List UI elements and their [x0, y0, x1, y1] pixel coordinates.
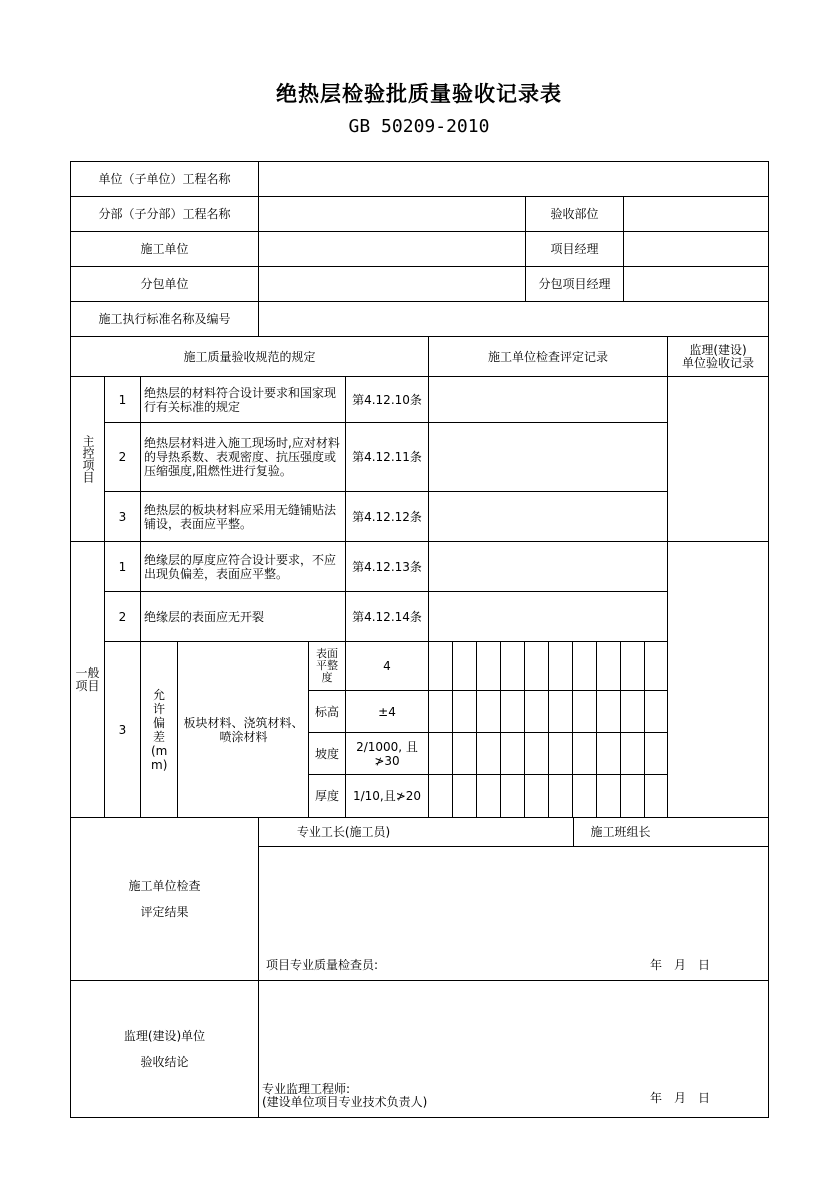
supervision-result-label — [71, 981, 258, 1117]
main-item-clause: 第4.12.10条 — [352, 392, 422, 407]
standard-code: GB 50209-2010 — [348, 116, 490, 137]
label-standard-name-no: 施工执行标准名称及编号 — [98, 312, 231, 326]
general-item-no: 1 — [118, 559, 127, 574]
main-control-label — [71, 377, 104, 541]
deviation-value: 4 — [383, 659, 391, 673]
engineer-line2: (建设单位项目专业技术负责人) — [262, 1095, 428, 1109]
deviation-no: 3 — [118, 722, 127, 737]
label-foreman: 专业工长(施工员) — [296, 825, 391, 839]
page-title: 绝热层检验批质量验收记录表 — [276, 82, 562, 106]
label-acceptance-location: 验收部位 — [550, 207, 599, 221]
deviation-value: ±4 — [378, 704, 396, 719]
label-project-manager: 项目经理 — [550, 242, 599, 256]
column-supervision-line1: 监理(建设) — [689, 342, 747, 357]
main-item-text: 绝热层的材料符合设计要求和国家现行有关标准的规定 — [144, 385, 337, 414]
column-construction-check: 施工单位检查评定记录 — [487, 349, 608, 364]
general-item-text: 绝缘层的表面应无开裂 — [144, 609, 265, 624]
engineer-label — [259, 1083, 562, 1113]
column-specification: 施工质量验收规范的规定 — [183, 349, 316, 364]
label-subcontract-unit: 分包单位 — [140, 277, 189, 291]
construction-result-label — [71, 818, 258, 980]
construction-result-line1: 施工单位检查 — [128, 879, 201, 893]
deviation-item: 表面平整度 — [316, 647, 338, 684]
main-item-no: 1 — [118, 392, 127, 407]
deviation-item: 厚度 — [314, 789, 339, 803]
deviation-material: 板块材料、浇筑材料、喷涂材料 — [183, 715, 304, 744]
main-item-no: 2 — [118, 450, 127, 464]
date-label: 年 月 日 — [650, 958, 711, 972]
column-supervision-line2: 单位验收记录 — [681, 355, 754, 370]
main-item-clause: 第4.12.12条 — [352, 509, 422, 524]
general-item-clause: 第4.12.14条 — [352, 609, 422, 624]
deviation-label-text: 允许偏差(mm) — [151, 687, 168, 772]
label-subcontract-project-manager: 分包项目经理 — [538, 277, 611, 291]
label-division-project-name: 分部（子分部）工程名称 — [98, 207, 231, 221]
deviation-item: 坡度 — [314, 746, 339, 761]
general-item-text: 绝缘层的厚度应符合设计要求，不应出现负偏差，表面应平整。 — [144, 552, 337, 581]
main-item-no: 3 — [118, 509, 127, 524]
general-item-clause: 第4.12.13条 — [352, 559, 422, 574]
general-item-no: 2 — [118, 609, 127, 624]
main-item-text: 绝热层的板块材料应采用无缝铺贴法铺设，表面应平整。 — [144, 502, 337, 531]
label-unit-project-name: 单位（子单位）工程名称 — [98, 172, 231, 186]
main-control-label-text: 主控项目 — [81, 435, 95, 483]
main-item-text: 绝热层材料进入施工现场时,应对材料的导热系数、表观密度、抗压强度或压缩强度,阻燃性进行复验。 — [144, 436, 340, 478]
supervision-result-line1: 监理(建设)单位 — [123, 1029, 206, 1043]
deviation-value: 2/1000, 且≯30 — [356, 739, 418, 768]
column-supervision — [668, 337, 768, 376]
deviation-item: 标高 — [314, 704, 339, 719]
general-label-text: 一般项目 — [75, 665, 100, 693]
quality-inspector-label: 项目专业质量检查员: — [266, 958, 379, 972]
deviation-value: 1/10,且≯20 — [352, 789, 422, 803]
general-label — [71, 542, 104, 817]
supervision-result-line2: 验收结论 — [140, 1055, 189, 1069]
construction-result-line2: 评定结果 — [140, 905, 189, 919]
label-team-leader: 施工班组长 — [590, 825, 651, 839]
engineer-line1: 专业监理工程师: — [262, 1082, 351, 1096]
label-construction-unit: 施工单位 — [140, 242, 189, 256]
main-item-clause: 第4.12.11条 — [352, 450, 422, 464]
deviation-label — [141, 642, 177, 817]
date-label-2: 年 月 日 — [650, 1091, 711, 1105]
